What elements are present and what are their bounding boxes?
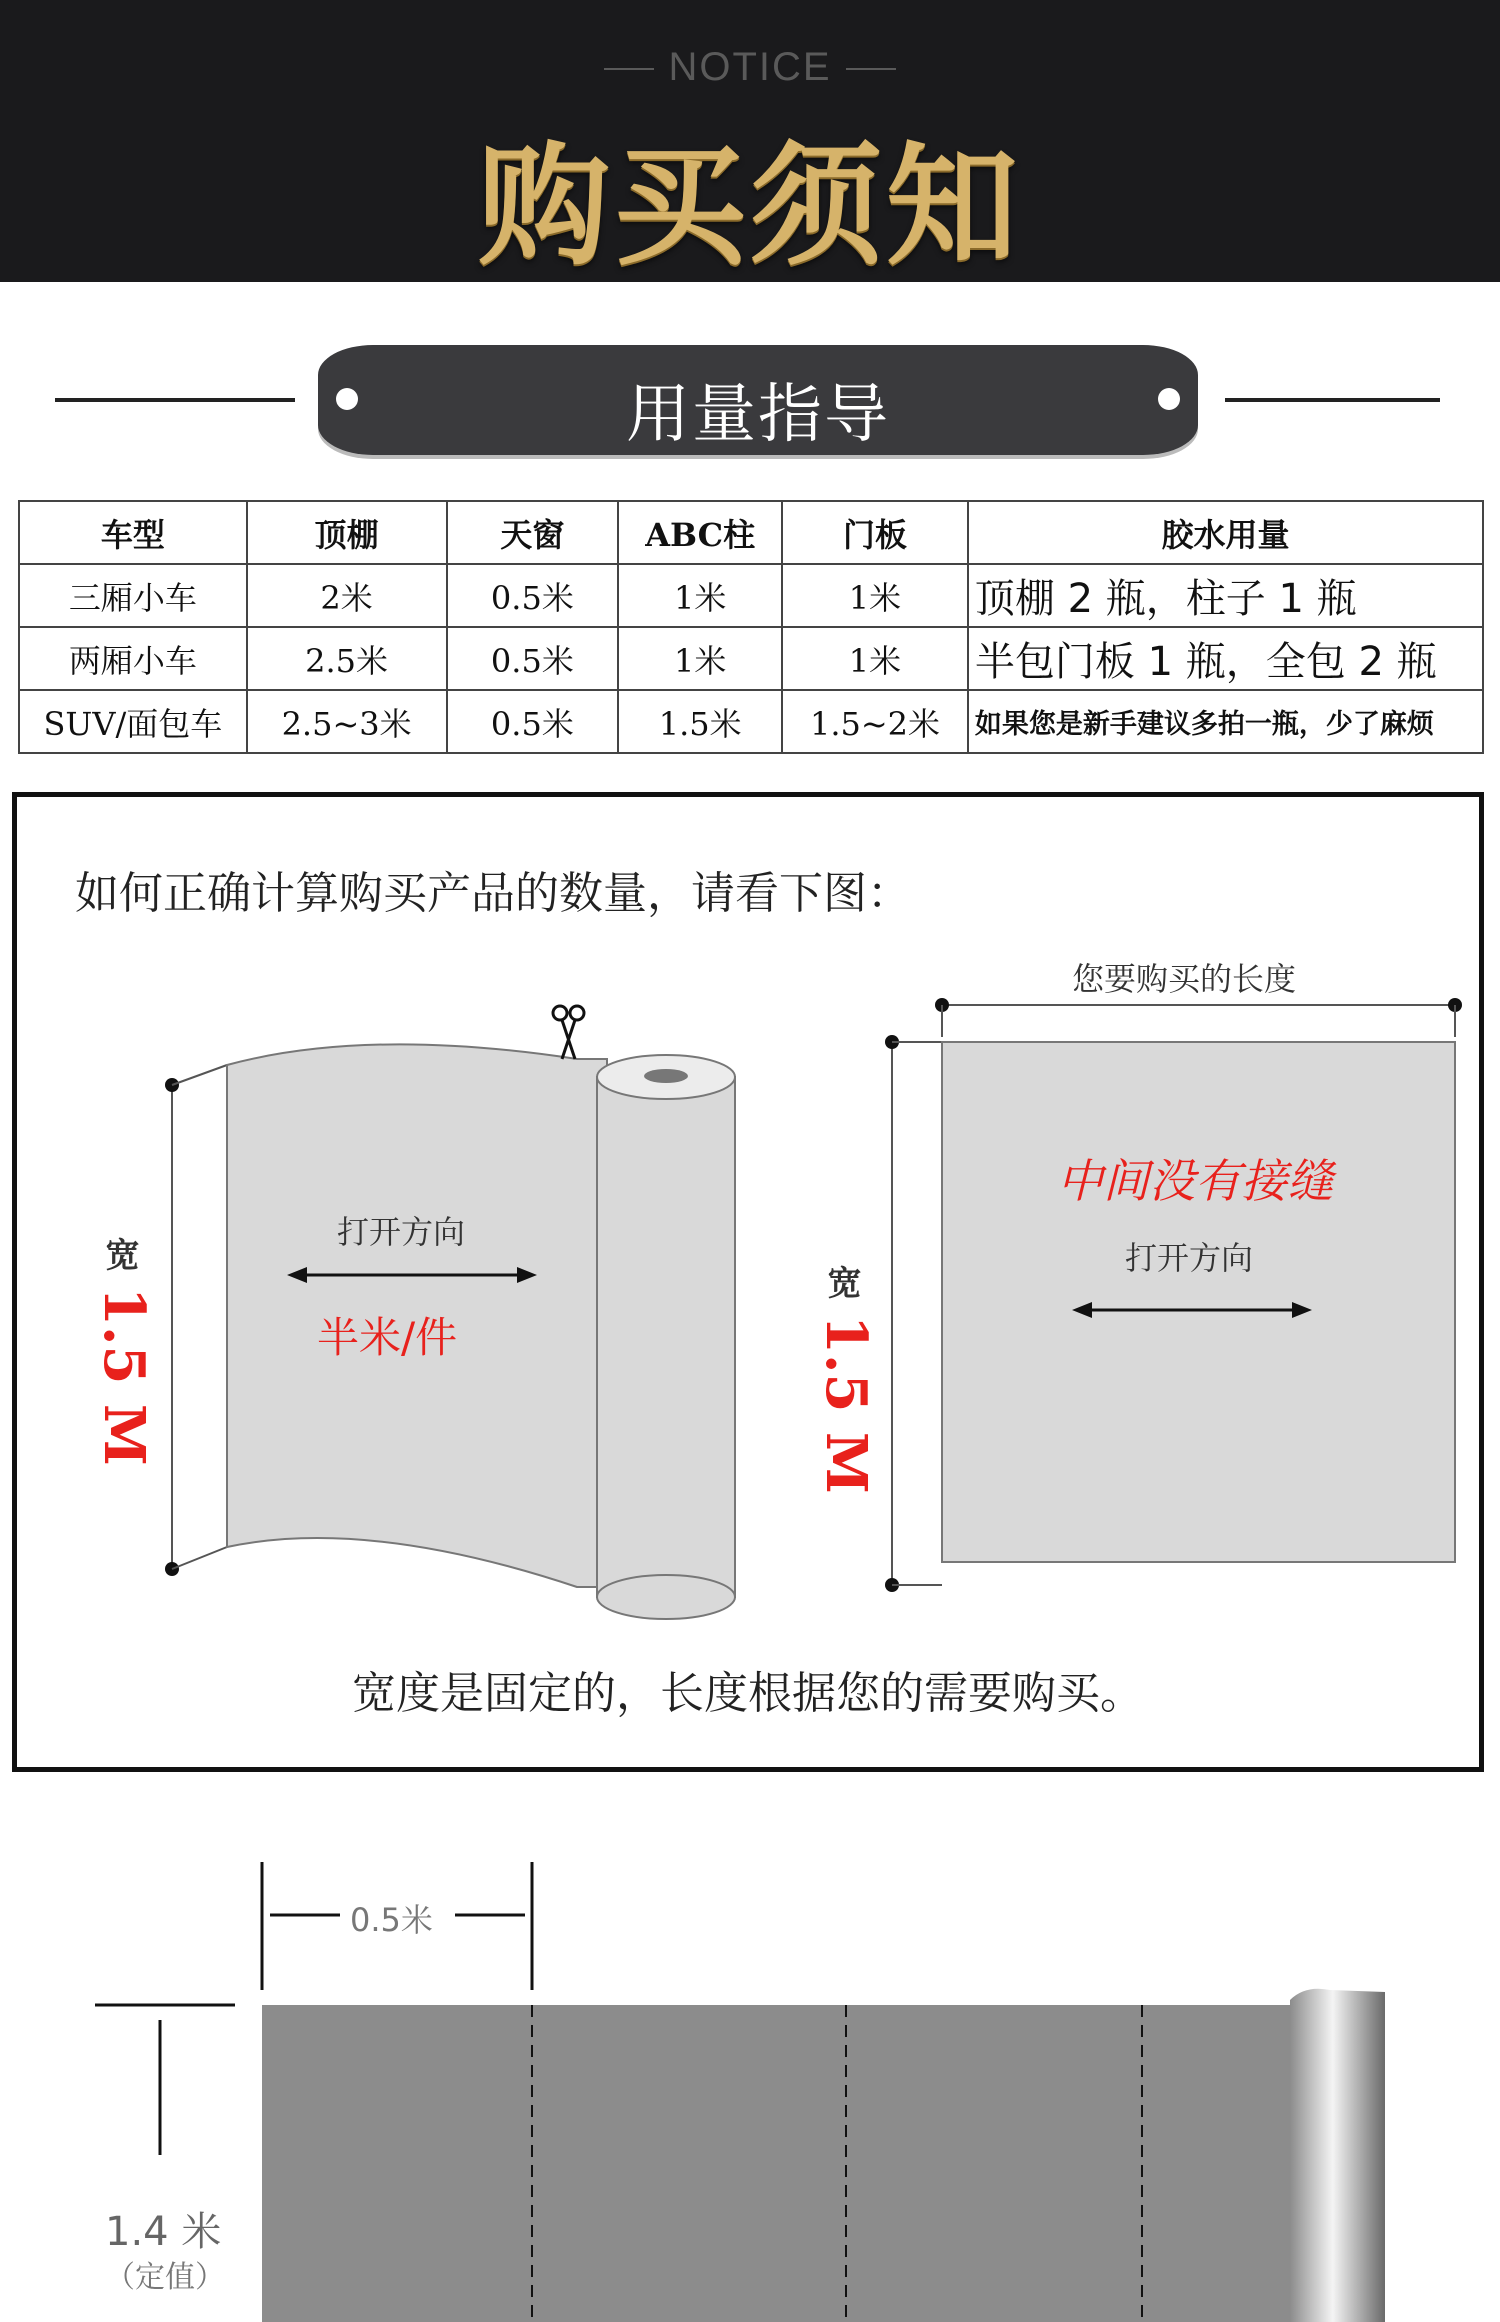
usage-section-title: 用量指导	[626, 378, 890, 452]
column-header: 天窗	[447, 501, 619, 564]
left-width-label: 宽	[99, 1237, 139, 1271]
usage-section-banner	[318, 345, 1198, 455]
table-cell: 2.5~3米	[247, 690, 447, 753]
right-width-value: 1.5 M	[813, 1315, 879, 1494]
table-header-row	[19, 501, 1483, 564]
header-banner	[0, 0, 1500, 282]
table-cell: 1.5~2米	[782, 690, 968, 753]
left-direction-label: 打开方向	[337, 1213, 466, 1251]
no-seam-label: 中间没有接缝	[1057, 1154, 1333, 1208]
table-cell: 两厢小车	[19, 627, 247, 690]
roll-core	[644, 1069, 688, 1083]
table-cell: 2米	[247, 564, 447, 627]
left-guide-bottom	[172, 1547, 227, 1569]
column-header: 门板	[782, 501, 968, 564]
calculation-question: 如何正确计算购买产品的数量，请看下图：	[75, 868, 911, 919]
height-note: （定值）	[105, 2260, 225, 2295]
table-cell: 1米	[782, 627, 968, 690]
column-header: ABC柱	[618, 501, 782, 564]
left-width-value: 1.5 M	[91, 1287, 157, 1466]
table-cell: 1.5米	[618, 690, 782, 753]
table-cell: 0.5米	[447, 564, 619, 627]
column-header: 顶棚	[247, 501, 447, 564]
table-cell: SUV/面包车	[19, 690, 247, 753]
left-unit-label: 半米/件	[317, 1313, 458, 1362]
table-cell: 2.5米	[247, 627, 447, 690]
notice-label: NOTICE	[0, 45, 1500, 90]
table-row	[19, 690, 1483, 753]
diagram-graphics	[17, 797, 1479, 1767]
right-width-label: 宽	[821, 1265, 861, 1299]
table-cell: 三厢小车	[19, 564, 247, 627]
roll-body	[597, 1077, 735, 1597]
table-row	[19, 564, 1483, 627]
usage-table	[18, 500, 1484, 754]
left-guide-top	[172, 1065, 227, 1085]
film-roll	[1290, 1989, 1385, 2322]
table-cell: 半包门板 1 瓶，全包 2 瓶	[968, 627, 1483, 690]
right-direction-label: 打开方向	[1125, 1239, 1254, 1277]
table-row	[19, 627, 1483, 690]
roll-size-graphics	[0, 1780, 1500, 2322]
section-rule-left	[55, 398, 295, 402]
flat-sheet	[942, 1042, 1455, 1562]
section-rule-right	[1225, 398, 1440, 402]
table-cell: 1米	[618, 627, 782, 690]
notice-dash-right	[846, 68, 896, 70]
table-cell: 1米	[618, 564, 782, 627]
column-header: 胶水用量	[968, 501, 1483, 564]
table-cell: 如果您是新手建议多拍一瓶，少了麻烦	[968, 690, 1483, 753]
roll-size-diagram	[0, 1780, 1500, 2322]
roll-bottom	[597, 1575, 735, 1619]
page-title: 购买须知	[478, 130, 1022, 284]
column-header: 车型	[19, 501, 247, 564]
table-cell: 0.5米	[447, 690, 619, 753]
film-sheet	[262, 2005, 1312, 2322]
segment-label: 0.5米	[350, 1901, 433, 1939]
table-cell: 0.5米	[447, 627, 619, 690]
calculation-diagram	[12, 792, 1484, 1772]
height-label: 1.4 米	[105, 2209, 222, 2255]
notice-dash-left	[604, 68, 654, 70]
table-cell: 1米	[782, 564, 968, 627]
calculation-note: 宽度是固定的，长度根据您的需要购买。	[352, 1668, 1144, 1719]
table-cell: 顶棚 2 瓶，柱子 1 瓶	[968, 564, 1483, 627]
scissors-icon	[553, 1006, 584, 1059]
length-label: 您要购买的长度	[1072, 960, 1297, 998]
